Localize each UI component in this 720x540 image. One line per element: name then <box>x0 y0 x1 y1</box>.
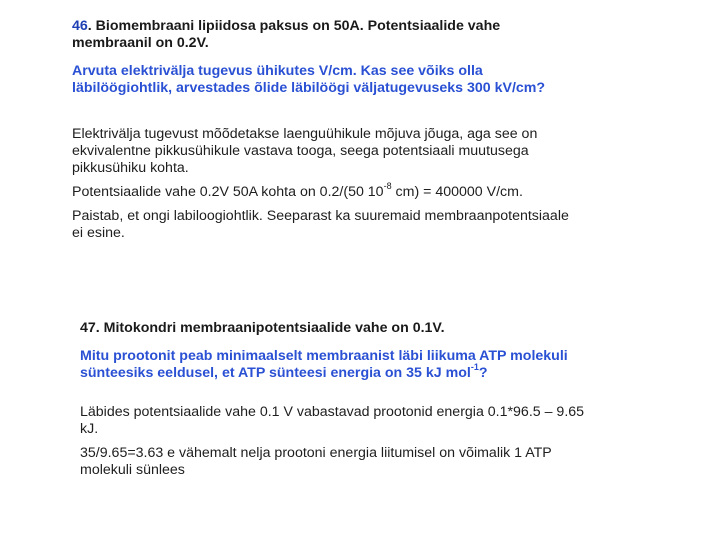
problem-47-question-post: ? <box>478 365 488 381</box>
problem-46-calc-post: cm) = 400000 V/cm. <box>391 184 523 200</box>
problem-46-calc-pre: Potentsiaalide vahe 0.2V 50A kohta on 0.2/(50 10 <box>72 184 384 200</box>
problem-47-question-line2 <box>80 362 660 382</box>
problem-46 <box>72 18 652 242</box>
problem-47 <box>80 320 660 479</box>
problem-47-question-pre: sünteesiks eeldusel, et ATP sünteesi energia on 35 kJ mol <box>80 365 471 381</box>
problem-47-question-exponent: -1 <box>470 362 479 373</box>
problem-46-question-line1: Arvuta elektrivälja tugevus ühikutes V/cm. Kas see võiks olla <box>72 63 483 79</box>
problem-46-answer-line1: Elektrivälja tugevust mõõdetakse laenguühikule mõjuva jõuga, aga see on <box>72 126 538 142</box>
problem-47-question-line1: Mitu prootonit peab minimaalselt membraanist läbi liikuma ATP molekuli <box>80 348 568 364</box>
problem-47-conclusion-line2: molekuli sünlees <box>80 462 185 478</box>
problem-47-conclusion-line1: 35/9.65=3.63 e vähemalt nelja prootoni energia liitumisel on võimalik 1 ATP <box>80 445 552 461</box>
problem-46-conclusion-line1: Paistab, et ongi labiloogiohtlik. Seeparast ka suuremaid membraanpotentsiaale <box>72 208 569 224</box>
problem-47-title: 47. Mitokondri membraanipotentsiaalide vahe on 0.1V. <box>80 320 445 336</box>
problem-46-conclusion-line2: ei esine. <box>72 225 125 241</box>
problem-47-answer-line2: kJ. <box>80 421 99 437</box>
problem-46-number: 46 <box>72 18 88 34</box>
problem-46-answer-line2: ekvivalentne pikkusühikule vastava tooga, seega potentsiaali muutusega <box>72 143 529 159</box>
problem-46-calc-exponent: -8 <box>383 181 392 192</box>
problem-46-question-line2: läbilöögiohtlik, arvestades õlide läbilöögi väljatugevuseks 300 kV/cm? <box>72 80 546 96</box>
problem-46-answer-line3: pikkusühiku kohta. <box>72 160 189 176</box>
problem-46-title-text: . Biomembraani lipiidosa paksus on 50A. Potentsiaalide vahe <box>87 18 501 34</box>
problem-46-calculation <box>72 181 652 201</box>
problem-46-title-line2: membraanil on 0.2V. <box>72 35 209 51</box>
problem-47-answer-line1: Läbides potentsiaalide vahe 0.1 V vabastavad prootonid energia 0.1*96.5 – 9.65 <box>80 404 585 420</box>
problem-46-title-line1 <box>72 18 652 35</box>
